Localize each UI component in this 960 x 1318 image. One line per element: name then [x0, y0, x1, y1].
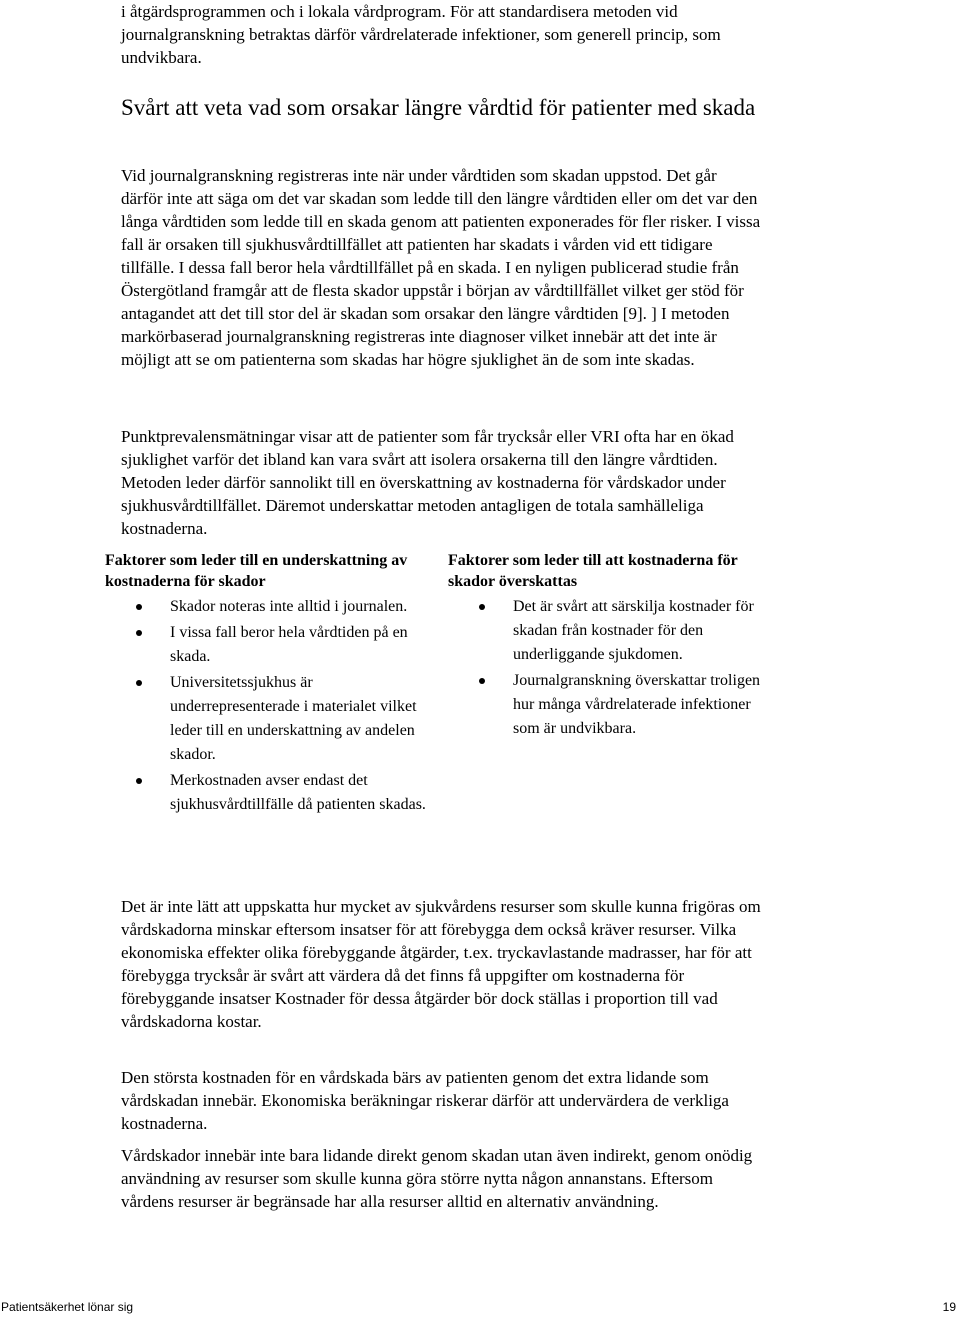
paragraph-1 — [121, 164, 761, 371]
list-item — [448, 669, 768, 741]
right-column-box — [448, 550, 768, 743]
footer-title: Patientsäkerhet lönar sig — [1, 1300, 134, 1314]
bullet-icon — [479, 604, 485, 610]
top-paragraph — [121, 0, 761, 69]
paragraph-5-text: Vårdskador innebär inte bara lidande direkt genom skadan utan även indirekt, genom onödig användning av resurser som skulle kunna göra större nytta någon annanstans. Eftersom vårdens resurser är begränsade har alla resurser alltid en alternativ användning. — [121, 1146, 753, 1211]
paragraph-3-text: Det är inte lätt att uppskatta hur mycket av sjukvårdens resurser som skulle kunna frigöras om vårdskadorna minskar eftersom insatser för att förebygga dem också kräver resurser. Vilka ekonomiska effekter olika förebyggande åtgärder, t.ex. tryckavlastande madrasser, har för att förebygga trycksår är svårt att värdera då det finns få uppgifter om kostnaderna för förebyggande insatser Kostnader för dessa åtgärder bör dock ställas i proportion till vad vårdskadorna kostar. — [121, 897, 761, 1031]
left-column-box — [105, 550, 435, 819]
paragraph-2-text: Punktprevalensmätningar visar att de patienter som får trycksår eller VRI ofta har en ökad sjuklighet varför det ibland kan vara svårt att isolera orsakerna till den längre vårdtiden. Metoden leder därför sannolikt till en överskattning av kostnaderna för vårdskador under sjukhusvårdtillfället. Däremot underskattar metoden antagligen de totala samhälleliga kostnaderna. — [121, 427, 734, 538]
bullet-icon — [479, 678, 485, 684]
list-item-text: Skador noteras inte alltid i journalen. — [170, 598, 408, 615]
right-column-title: Faktorer som leder till att kostnaderna för skador överskattas — [448, 552, 738, 590]
list-item-text: Universitetssjukhus är underrepresenterade i materialet vilket leder till en underskattning av andelen skador. — [170, 674, 417, 763]
bullet-icon — [136, 604, 142, 610]
paragraph-3 — [121, 895, 761, 1033]
list-item — [105, 595, 435, 619]
section-heading: Svårt att veta vad som orsakar längre vårdtid för patienter med skada — [121, 95, 756, 120]
paragraph-2 — [121, 425, 761, 540]
list-item — [105, 671, 435, 767]
paragraph-4-text: Den största kostnaden för en vårdskada bärs av patienten genom det extra lidande som vårdskadan innebär. Ekonomiska beräkningar riskerar därför att undervärdera de verkliga kostnaderna. — [121, 1068, 729, 1133]
bullet-icon — [136, 680, 142, 686]
list-item — [105, 769, 435, 817]
list-item — [105, 621, 435, 669]
list-item-text: Merkostnaden avser endast det sjukhusvårdtillfälle då patienten skadas. — [170, 772, 426, 813]
list-item-text: Journalgranskning överskattar troligen hur många vårdrelaterade infektioner som är undvikbara. — [513, 672, 761, 737]
left-column-title: Faktorer som leder till en underskattning av kostnaderna för skador — [105, 552, 408, 590]
list-item-text: I vissa fall beror hela vårdtiden på en skada. — [170, 624, 408, 665]
bullet-icon — [136, 778, 142, 784]
page-number: 19 — [942, 1300, 956, 1314]
list-item — [448, 595, 768, 667]
paragraph-1-text: Vid journalgranskning registreras inte när under vårdtiden som skadan uppstod. Det går därför inte att säga om det var skadan som ledde till den längre vårdtiden eller om det var den långa vårdtiden som ledde till en skada genom att patienten exponerades för fler risker. I vissa fall är orsaken till sjukhusvårdtillfället att patienten har skadats i vården vid ett tidigare tillfälle. I dessa fall beror hela vårdtillfället på en skada. I en nyligen publicerad studie från Östergötland framgår att de flesta skador uppstår i början av vårdtillfället vilket ger stöd för antagandet att det till stor del är skadan som orsakar den längre vårdtiden [9]. ] I metoden markörbaserad journalgranskning registreras inte diagnoser vilket innebär att det inte är möjligt att se om patienterna som skadas har högre sjuklighet än de som inte skadas. — [121, 166, 761, 369]
paragraph-5 — [121, 1144, 761, 1213]
left-column-list — [105, 595, 435, 817]
right-column-list — [448, 595, 768, 741]
bullet-icon — [136, 630, 142, 636]
top-paragraph-text: i åtgärdsprogrammen och i lokala vårdprogram. För att standardisera metoden vid journalgranskning betraktas därför vårdrelaterade infektioner, som generell princip, som undvikbara. — [121, 2, 721, 67]
paragraph-4 — [121, 1066, 761, 1135]
list-item-text: Det är svårt att särskilja kostnader för skadan från kostnader för den underliggande sjukdomen. — [513, 598, 754, 663]
